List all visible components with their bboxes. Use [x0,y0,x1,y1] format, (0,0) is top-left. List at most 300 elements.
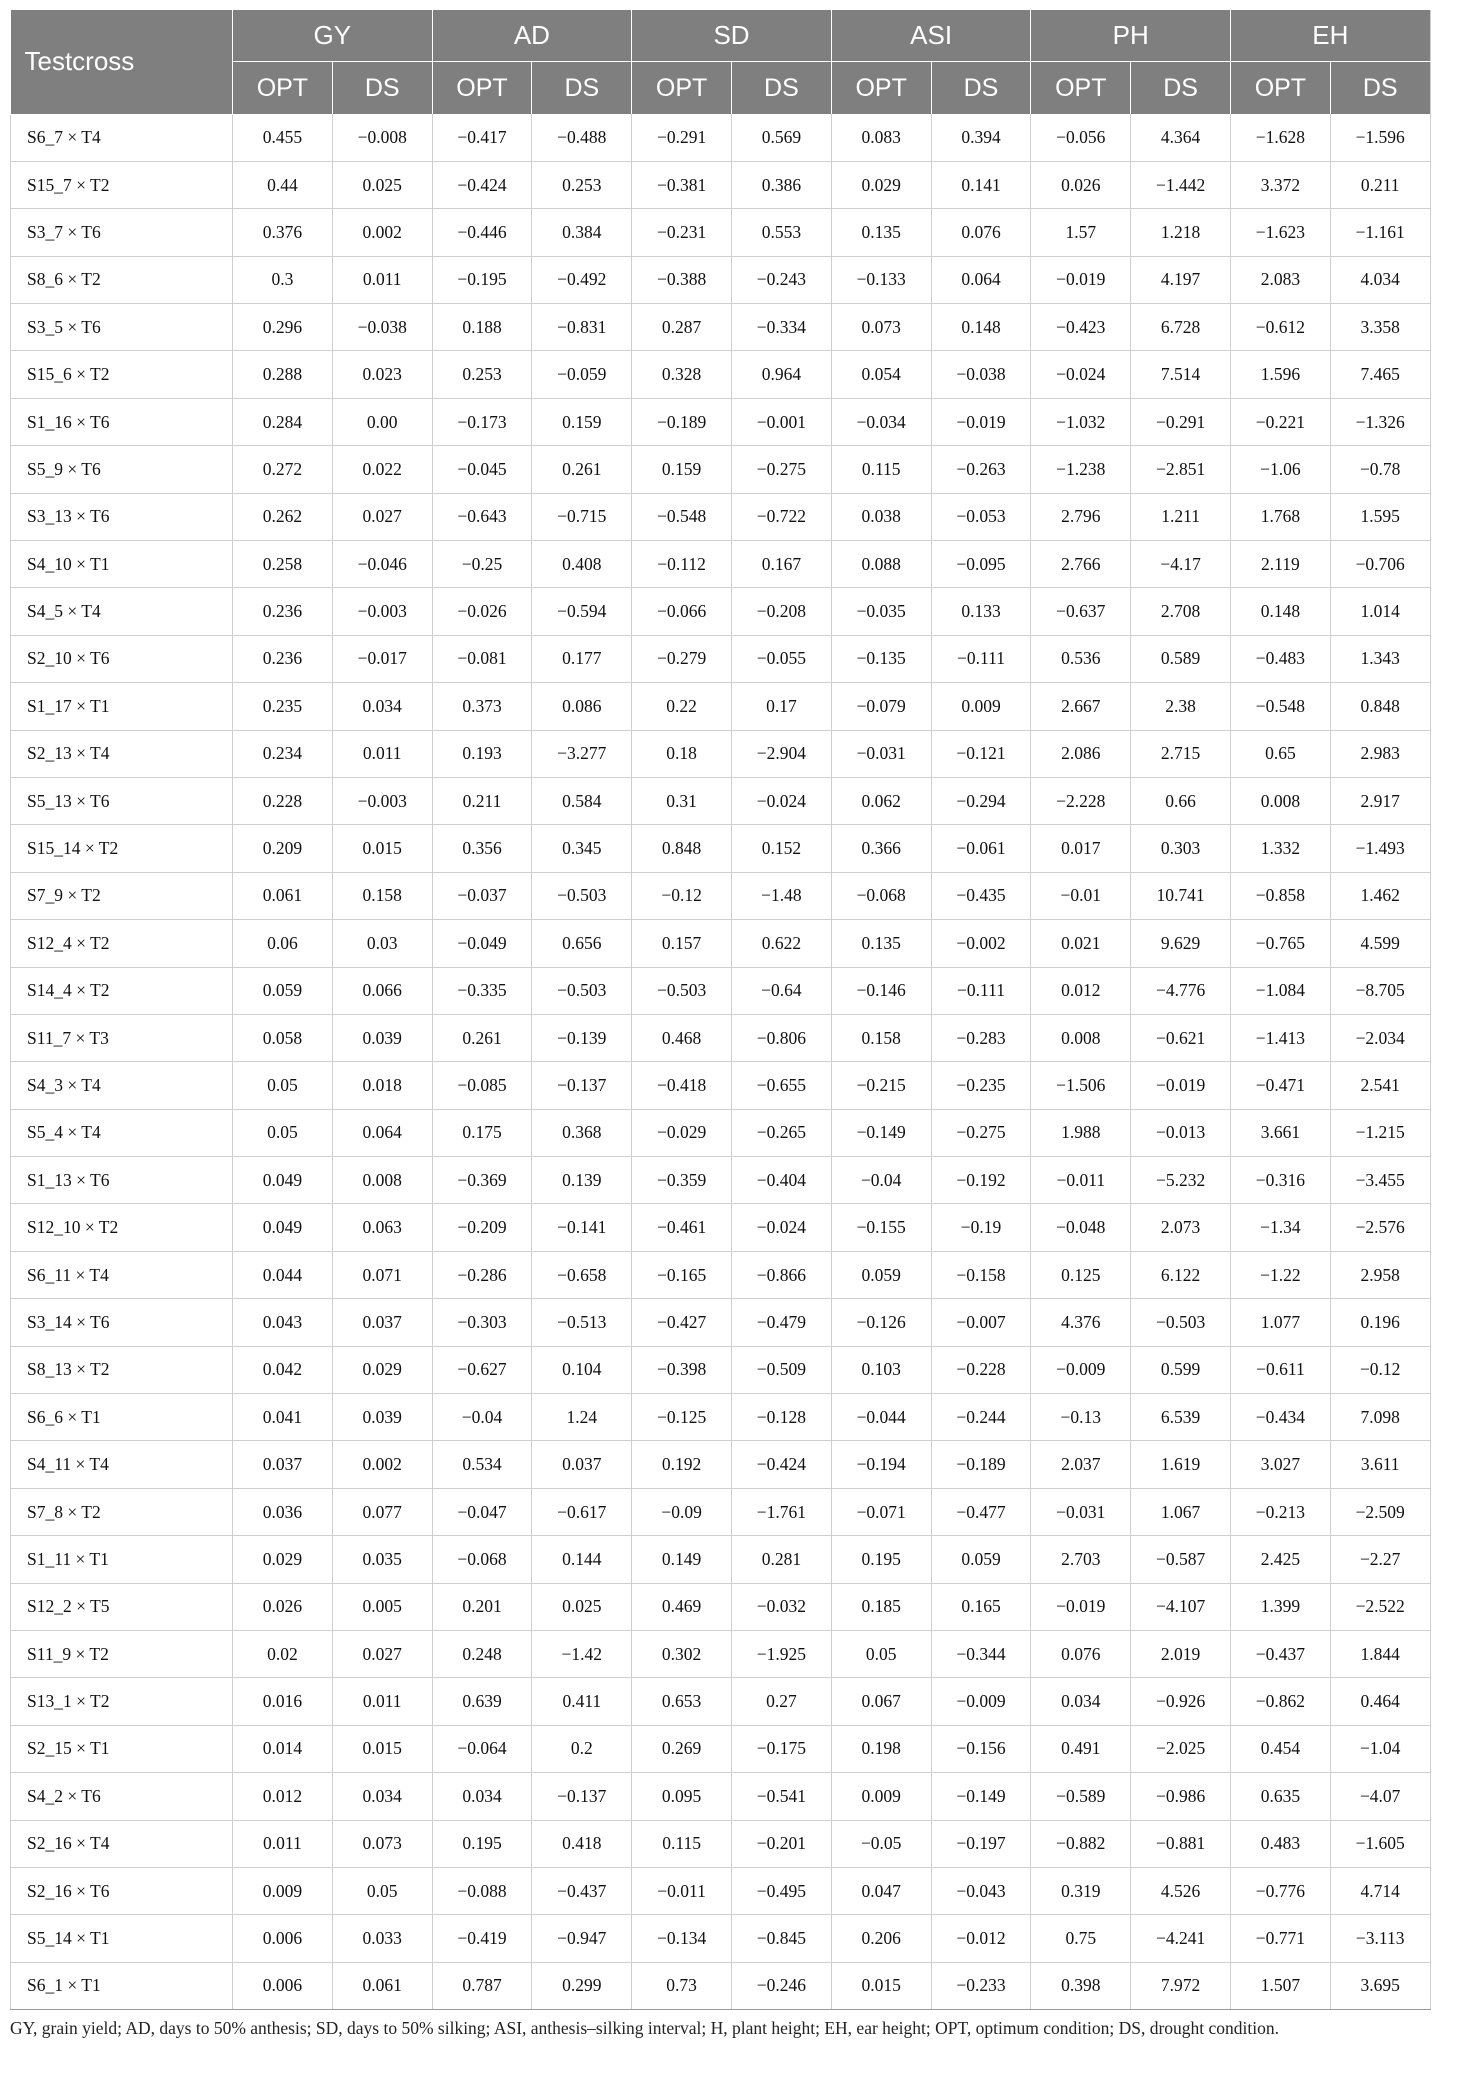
value-cell: −5.232 [1131,1157,1231,1204]
value-cell: 0.149 [632,1536,732,1583]
value-cell: −0.381 [632,161,732,208]
table-row [11,256,1431,303]
testcross-name-cell: S7_9 × T2 [11,872,233,919]
value-cell: 0.002 [332,1441,432,1488]
value-cell: −1.442 [1131,161,1231,208]
table-row [11,1678,1431,1725]
value-cell: 0.158 [332,872,432,919]
value-cell: −0.008 [332,114,432,161]
value-cell: −0.213 [1231,1488,1331,1535]
value-cell: −0.64 [732,967,832,1014]
value-cell: 0.848 [1330,683,1430,730]
value-cell: −0.423 [1031,304,1131,351]
value-cell: −0.175 [732,1725,832,1772]
table-header [11,10,1431,114]
value-cell: 0.22 [632,683,732,730]
value-cell: 0.015 [332,825,432,872]
value-cell: −0.435 [931,872,1031,919]
subheader-ds: DS [532,62,632,115]
value-cell: 1.619 [1131,1441,1231,1488]
testcross-name-cell: S4_11 × T4 [11,1441,233,1488]
value-cell: 7.972 [1131,1962,1231,2009]
value-cell: −0.134 [632,1915,732,1962]
value-cell: 0.076 [931,209,1031,256]
value-cell: −0.419 [432,1915,532,1962]
value-cell: 0.569 [732,114,832,161]
value-cell: 2.541 [1330,1062,1430,1109]
value-cell: 0.103 [831,1346,931,1393]
value-cell: 0.483 [1231,1820,1331,1867]
table-row [11,1394,1431,1441]
value-cell: −0.165 [632,1251,732,1298]
value-cell: −0.78 [1330,446,1430,493]
value-cell: −0.215 [831,1062,931,1109]
value-cell: 0.073 [332,1820,432,1867]
value-cell: −4.107 [1131,1583,1231,1630]
value-cell: −0.038 [931,351,1031,398]
value-cell: 0.086 [532,683,632,730]
value-cell: −0.503 [1131,1299,1231,1346]
value-cell: 0.398 [1031,1962,1131,2009]
value-cell: 0.059 [931,1536,1031,1583]
value-cell: −0.235 [931,1062,1031,1109]
value-cell: −0.088 [432,1867,532,1914]
value-cell: 0.653 [632,1678,732,1725]
value-cell: 0.034 [332,683,432,730]
value-cell: 4.599 [1330,920,1430,967]
subheader-ds: DS [931,62,1031,115]
value-cell: 0.455 [233,114,333,161]
value-cell: 0.281 [732,1536,832,1583]
value-cell: 0.148 [931,304,1031,351]
value-cell: −0.003 [332,777,432,824]
testcross-name-cell: S5_14 × T1 [11,1915,233,1962]
testcross-name-cell: S3_14 × T6 [11,1299,233,1346]
value-cell: −0.637 [1031,588,1131,635]
value-cell: −0.291 [1131,398,1231,445]
value-cell: −2.025 [1131,1725,1231,1772]
value-cell: −1.493 [1330,825,1430,872]
value-cell: 4.197 [1131,256,1231,303]
value-cell: −0.986 [1131,1773,1231,1820]
value-cell: −0.765 [1231,920,1331,967]
value-cell: −0.001 [732,398,832,445]
value-cell: 0.411 [532,1678,632,1725]
value-cell: −0.291 [632,114,732,161]
value-cell: −0.031 [831,730,931,777]
value-cell: 0.009 [233,1867,333,1914]
value-cell: 3.372 [1231,161,1331,208]
subheader-ds: DS [1131,62,1231,115]
value-cell: −0.548 [1231,683,1331,730]
value-cell: 0.373 [432,683,532,730]
value-cell: 9.629 [1131,920,1231,967]
value-cell: 2.019 [1131,1631,1231,1678]
value-cell: −0.418 [632,1062,732,1109]
value-cell: −0.111 [931,967,1031,1014]
value-cell: 0.248 [432,1631,532,1678]
testcross-name-cell: S1_11 × T1 [11,1536,233,1583]
testcross-name-cell: S11_7 × T3 [11,1014,233,1061]
value-cell: −0.882 [1031,1820,1131,1867]
value-cell: 0.03 [332,920,432,967]
value-cell: 0.006 [233,1962,333,2009]
value-cell: −0.038 [332,304,432,351]
table-footnote: GY, grain yield; AD, days to 50% anthesis; SD, days to 50% silking; ASI, anthesis–silking interval; H, plant height; EH, ear height; OPT, optimum condition; DS, drought condition. [10,2018,1279,2039]
value-cell: −0.275 [931,1109,1031,1156]
value-cell: 0.049 [233,1204,333,1251]
value-cell: 0.043 [233,1299,333,1346]
value-cell: 0.05 [332,1867,432,1914]
value-cell: 0.469 [632,1583,732,1630]
value-cell: 0.037 [332,1299,432,1346]
subheader-opt: OPT [632,62,732,115]
value-cell: −4.07 [1330,1773,1430,1820]
value-cell: 0.148 [1231,588,1331,635]
value-cell: 2.958 [1330,1251,1430,1298]
value-cell: 0.115 [632,1820,732,1867]
value-cell: −2.509 [1330,1488,1430,1535]
value-cell: −0.035 [831,588,931,635]
value-cell: −0.12 [1330,1346,1430,1393]
value-cell: 0.064 [931,256,1031,303]
value-cell: 0.27 [732,1678,832,1725]
value-cell: 0.029 [332,1346,432,1393]
value-cell: −0.286 [432,1251,532,1298]
value-cell: −0.017 [332,635,432,682]
value-cell: 0.3 [233,256,333,303]
testcross-name-cell: S6_6 × T1 [11,1394,233,1441]
testcross-name-cell: S11_9 × T2 [11,1631,233,1678]
testcross-name-cell: S12_4 × T2 [11,920,233,967]
value-cell: 0.253 [532,161,632,208]
table-row [11,920,1431,967]
value-cell: −0.045 [432,446,532,493]
value-cell: −0.156 [931,1725,1031,1772]
value-cell: −0.369 [432,1157,532,1204]
value-cell: 0.036 [233,1488,333,1535]
subheader-ds: DS [732,62,832,115]
value-cell: −0.137 [532,1062,632,1109]
value-cell: 0.262 [233,493,333,540]
value-cell: −0.279 [632,635,732,682]
value-cell: −0.002 [931,920,1031,967]
value-cell: 0.269 [632,1725,732,1772]
value-cell: 0.31 [632,777,732,824]
value-cell: −0.209 [432,1204,532,1251]
value-cell: −0.053 [931,493,1031,540]
testcross-name-cell: S14_4 × T2 [11,967,233,1014]
testcross-name-cell: S4_10 × T1 [11,541,233,588]
value-cell: 0.235 [233,683,333,730]
value-cell: 0.553 [732,209,832,256]
table-row [11,1441,1431,1488]
value-cell: −1.215 [1330,1109,1430,1156]
testcross-name-cell: S13_1 × T2 [11,1678,233,1725]
value-cell: 0.195 [831,1536,931,1583]
value-cell: 2.715 [1131,730,1231,777]
value-cell: 0.206 [831,1915,931,1962]
testcross-name-cell: S6_11 × T4 [11,1251,233,1298]
value-cell: 0.536 [1031,635,1131,682]
value-cell: −0.044 [831,1394,931,1441]
value-cell: −0.013 [1131,1109,1231,1156]
value-cell: −0.019 [931,398,1031,445]
value-cell: −0.019 [1131,1062,1231,1109]
value-cell: 0.039 [332,1394,432,1441]
testcross-name-cell: S5_13 × T6 [11,777,233,824]
value-cell: 0.005 [332,1583,432,1630]
value-cell: −0.243 [732,256,832,303]
table-row [11,1157,1431,1204]
value-cell: 0.228 [233,777,333,824]
table-row [11,872,1431,919]
value-cell: 0.029 [831,161,931,208]
value-cell: −0.359 [632,1157,732,1204]
testcross-name-cell: S8_6 × T2 [11,256,233,303]
testcross-name-cell: S6_1 × T1 [11,1962,233,2009]
table-row [11,541,1431,588]
testcross-name-cell: S15_7 × T2 [11,161,233,208]
value-cell: −0.265 [732,1109,832,1156]
value-cell: 0.026 [1031,161,1131,208]
testcross-name-cell: S15_14 × T2 [11,825,233,872]
value-cell: 0.044 [233,1251,333,1298]
value-cell: 0.027 [332,1631,432,1678]
value-cell: −1.925 [732,1631,832,1678]
testcross-name-cell: S3_5 × T6 [11,304,233,351]
value-cell: 0.195 [432,1820,532,1867]
value-cell: 4.526 [1131,1867,1231,1914]
value-cell: −4.17 [1131,541,1231,588]
value-cell: 2.073 [1131,1204,1231,1251]
value-cell: −0.612 [1231,304,1331,351]
table-row [11,1915,1431,1962]
value-cell: −0.068 [432,1536,532,1583]
value-cell: 0.139 [532,1157,632,1204]
value-cell: −0.658 [532,1251,632,1298]
value-cell: −0.055 [732,635,832,682]
table-row [11,493,1431,540]
value-cell: −0.043 [931,1867,1031,1914]
testcross-name-cell: S2_16 × T6 [11,1867,233,1914]
value-cell: −3.113 [1330,1915,1430,1962]
value-cell: 0.088 [831,541,931,588]
value-cell: −0.503 [632,967,732,1014]
subheader-opt: OPT [233,62,333,115]
value-cell: −1.084 [1231,967,1331,1014]
value-cell: 1.462 [1330,872,1430,919]
testcross-name-cell: S3_13 × T6 [11,493,233,540]
value-cell: 0.157 [632,920,732,967]
value-cell: 0.75 [1031,1915,1131,1962]
testcross-name-cell: S5_9 × T6 [11,446,233,493]
value-cell: 0.234 [233,730,333,777]
value-cell: 0.639 [432,1678,532,1725]
testcross-name-cell: S4_2 × T6 [11,1773,233,1820]
value-cell: −1.06 [1231,446,1331,493]
testcross-name-cell: S1_17 × T1 [11,683,233,730]
table-row [11,114,1431,161]
value-cell: 0.165 [931,1583,1031,1630]
testcross-name-cell: S6_7 × T4 [11,114,233,161]
value-cell: −0.155 [831,1204,931,1251]
value-cell: 1.014 [1330,588,1430,635]
value-cell: 0.042 [233,1346,333,1393]
table-row [11,304,1431,351]
value-cell: 0.027 [332,493,432,540]
table-row [11,1962,1431,2009]
value-cell: 0.008 [1231,777,1331,824]
table-row [11,1204,1431,1251]
value-cell: 0.159 [532,398,632,445]
value-cell: −0.488 [532,114,632,161]
value-cell: 1.507 [1231,1962,1331,2009]
value-cell: 0.047 [831,1867,931,1914]
value-cell: −0.071 [831,1488,931,1535]
value-cell: 0.009 [831,1773,931,1820]
value-cell: 0.002 [332,209,432,256]
value-cell: 0.039 [332,1014,432,1061]
value-cell: 0.175 [432,1109,532,1156]
value-cell: −0.04 [831,1157,931,1204]
value-cell: −0.275 [732,446,832,493]
value-cell: −0.066 [632,588,732,635]
value-cell: −0.133 [831,256,931,303]
value-cell: −0.437 [1231,1631,1331,1678]
value-cell: 0.193 [432,730,532,777]
testcross-name-cell: S15_6 × T2 [11,351,233,398]
value-cell: −0.024 [732,1204,832,1251]
table-row [11,1773,1431,1820]
value-cell: 2.38 [1131,683,1231,730]
value-cell: −0.806 [732,1014,832,1061]
value-cell: 1.768 [1231,493,1331,540]
value-cell: 0.02 [233,1631,333,1678]
value-cell: −0.059 [532,351,632,398]
value-cell: 0.534 [432,1441,532,1488]
value-cell: 1.399 [1231,1583,1331,1630]
table-row [11,446,1431,493]
value-cell: −0.192 [931,1157,1031,1204]
testcross-name-cell: S12_2 × T5 [11,1583,233,1630]
value-cell: 0.059 [233,967,333,1014]
value-cell: 1.218 [1131,209,1231,256]
subheader-opt: OPT [1031,62,1131,115]
value-cell: 0.288 [233,351,333,398]
value-cell: 0.418 [532,1820,632,1867]
value-cell: −0.233 [931,1962,1031,2009]
value-cell: 0.584 [532,777,632,824]
value-cell: −0.141 [532,1204,632,1251]
value-cell: 4.364 [1131,114,1231,161]
value-cell: −0.19 [931,1204,1031,1251]
value-cell: −0.197 [931,1820,1031,1867]
value-cell: −0.137 [532,1773,632,1820]
value-cell: −1.596 [1330,114,1430,161]
value-cell: −0.128 [732,1394,832,1441]
value-cell: 0.066 [332,967,432,1014]
value-cell: 0.18 [632,730,732,777]
value-cell: −0.776 [1231,1867,1331,1914]
testcross-name-cell: S2_10 × T6 [11,635,233,682]
value-cell: 0.17 [732,683,832,730]
value-cell: 0.00 [332,398,432,445]
group-header-sd: SD [632,10,832,62]
value-cell: 0.408 [532,541,632,588]
value-cell: −0.068 [831,872,931,919]
value-cell: 0.198 [831,1725,931,1772]
value-cell: −2.228 [1031,777,1131,824]
value-cell: 0.038 [831,493,931,540]
value-cell: 0.356 [432,825,532,872]
value-cell: 0.386 [732,161,832,208]
testcross-table [10,10,1431,2010]
value-cell: 6.122 [1131,1251,1231,1298]
value-cell: 0.016 [233,1678,333,1725]
value-cell: 0.015 [831,1962,931,2009]
value-cell: −0.263 [931,446,1031,493]
value-cell: 0.104 [532,1346,632,1393]
value-cell: 0.076 [1031,1631,1131,1678]
value-cell: −0.344 [931,1631,1031,1678]
value-cell: 3.027 [1231,1441,1331,1488]
value-cell: 0.468 [632,1014,732,1061]
value-cell: 0.064 [332,1109,432,1156]
table-row [11,635,1431,682]
value-cell: 0.209 [233,825,333,872]
value-cell: 0.258 [233,541,333,588]
subheader-opt: OPT [432,62,532,115]
value-cell: −0.471 [1231,1062,1331,1109]
value-cell: 0.05 [831,1631,931,1678]
value-cell: −1.34 [1231,1204,1331,1251]
value-cell: −0.655 [732,1062,832,1109]
value-cell: −1.506 [1031,1062,1131,1109]
value-cell: 0.303 [1131,825,1231,872]
value-cell: 0.061 [233,872,333,919]
table-row [11,351,1431,398]
value-cell: 2.983 [1330,730,1430,777]
value-cell: −0.01 [1031,872,1131,919]
value-cell: −0.866 [732,1251,832,1298]
value-cell: 0.253 [432,351,532,398]
value-cell: 0.095 [632,1773,732,1820]
value-cell: 0.133 [931,588,1031,635]
value-cell: 0.015 [332,1725,432,1772]
value-cell: 0.787 [432,1962,532,2009]
value-cell: 0.011 [233,1820,333,1867]
value-cell: −0.437 [532,1867,632,1914]
value-cell: 0.848 [632,825,732,872]
value-cell: 0.058 [233,1014,333,1061]
value-cell: −2.034 [1330,1014,1430,1061]
value-cell: 0.159 [632,446,732,493]
value-cell: −0.201 [732,1820,832,1867]
testcross-name-cell: S2_13 × T4 [11,730,233,777]
value-cell: 2.708 [1131,588,1231,635]
value-cell: −1.623 [1231,209,1331,256]
value-cell: −2.522 [1330,1583,1430,1630]
value-cell: −0.477 [931,1488,1031,1535]
value-cell: −0.541 [732,1773,832,1820]
value-cell: 0.236 [233,588,333,635]
value-cell: −0.194 [831,1441,931,1488]
value-cell: −0.046 [332,541,432,588]
value-cell: −0.034 [831,398,931,445]
value-cell: 0.287 [632,304,732,351]
value-cell: −0.246 [732,1962,832,2009]
